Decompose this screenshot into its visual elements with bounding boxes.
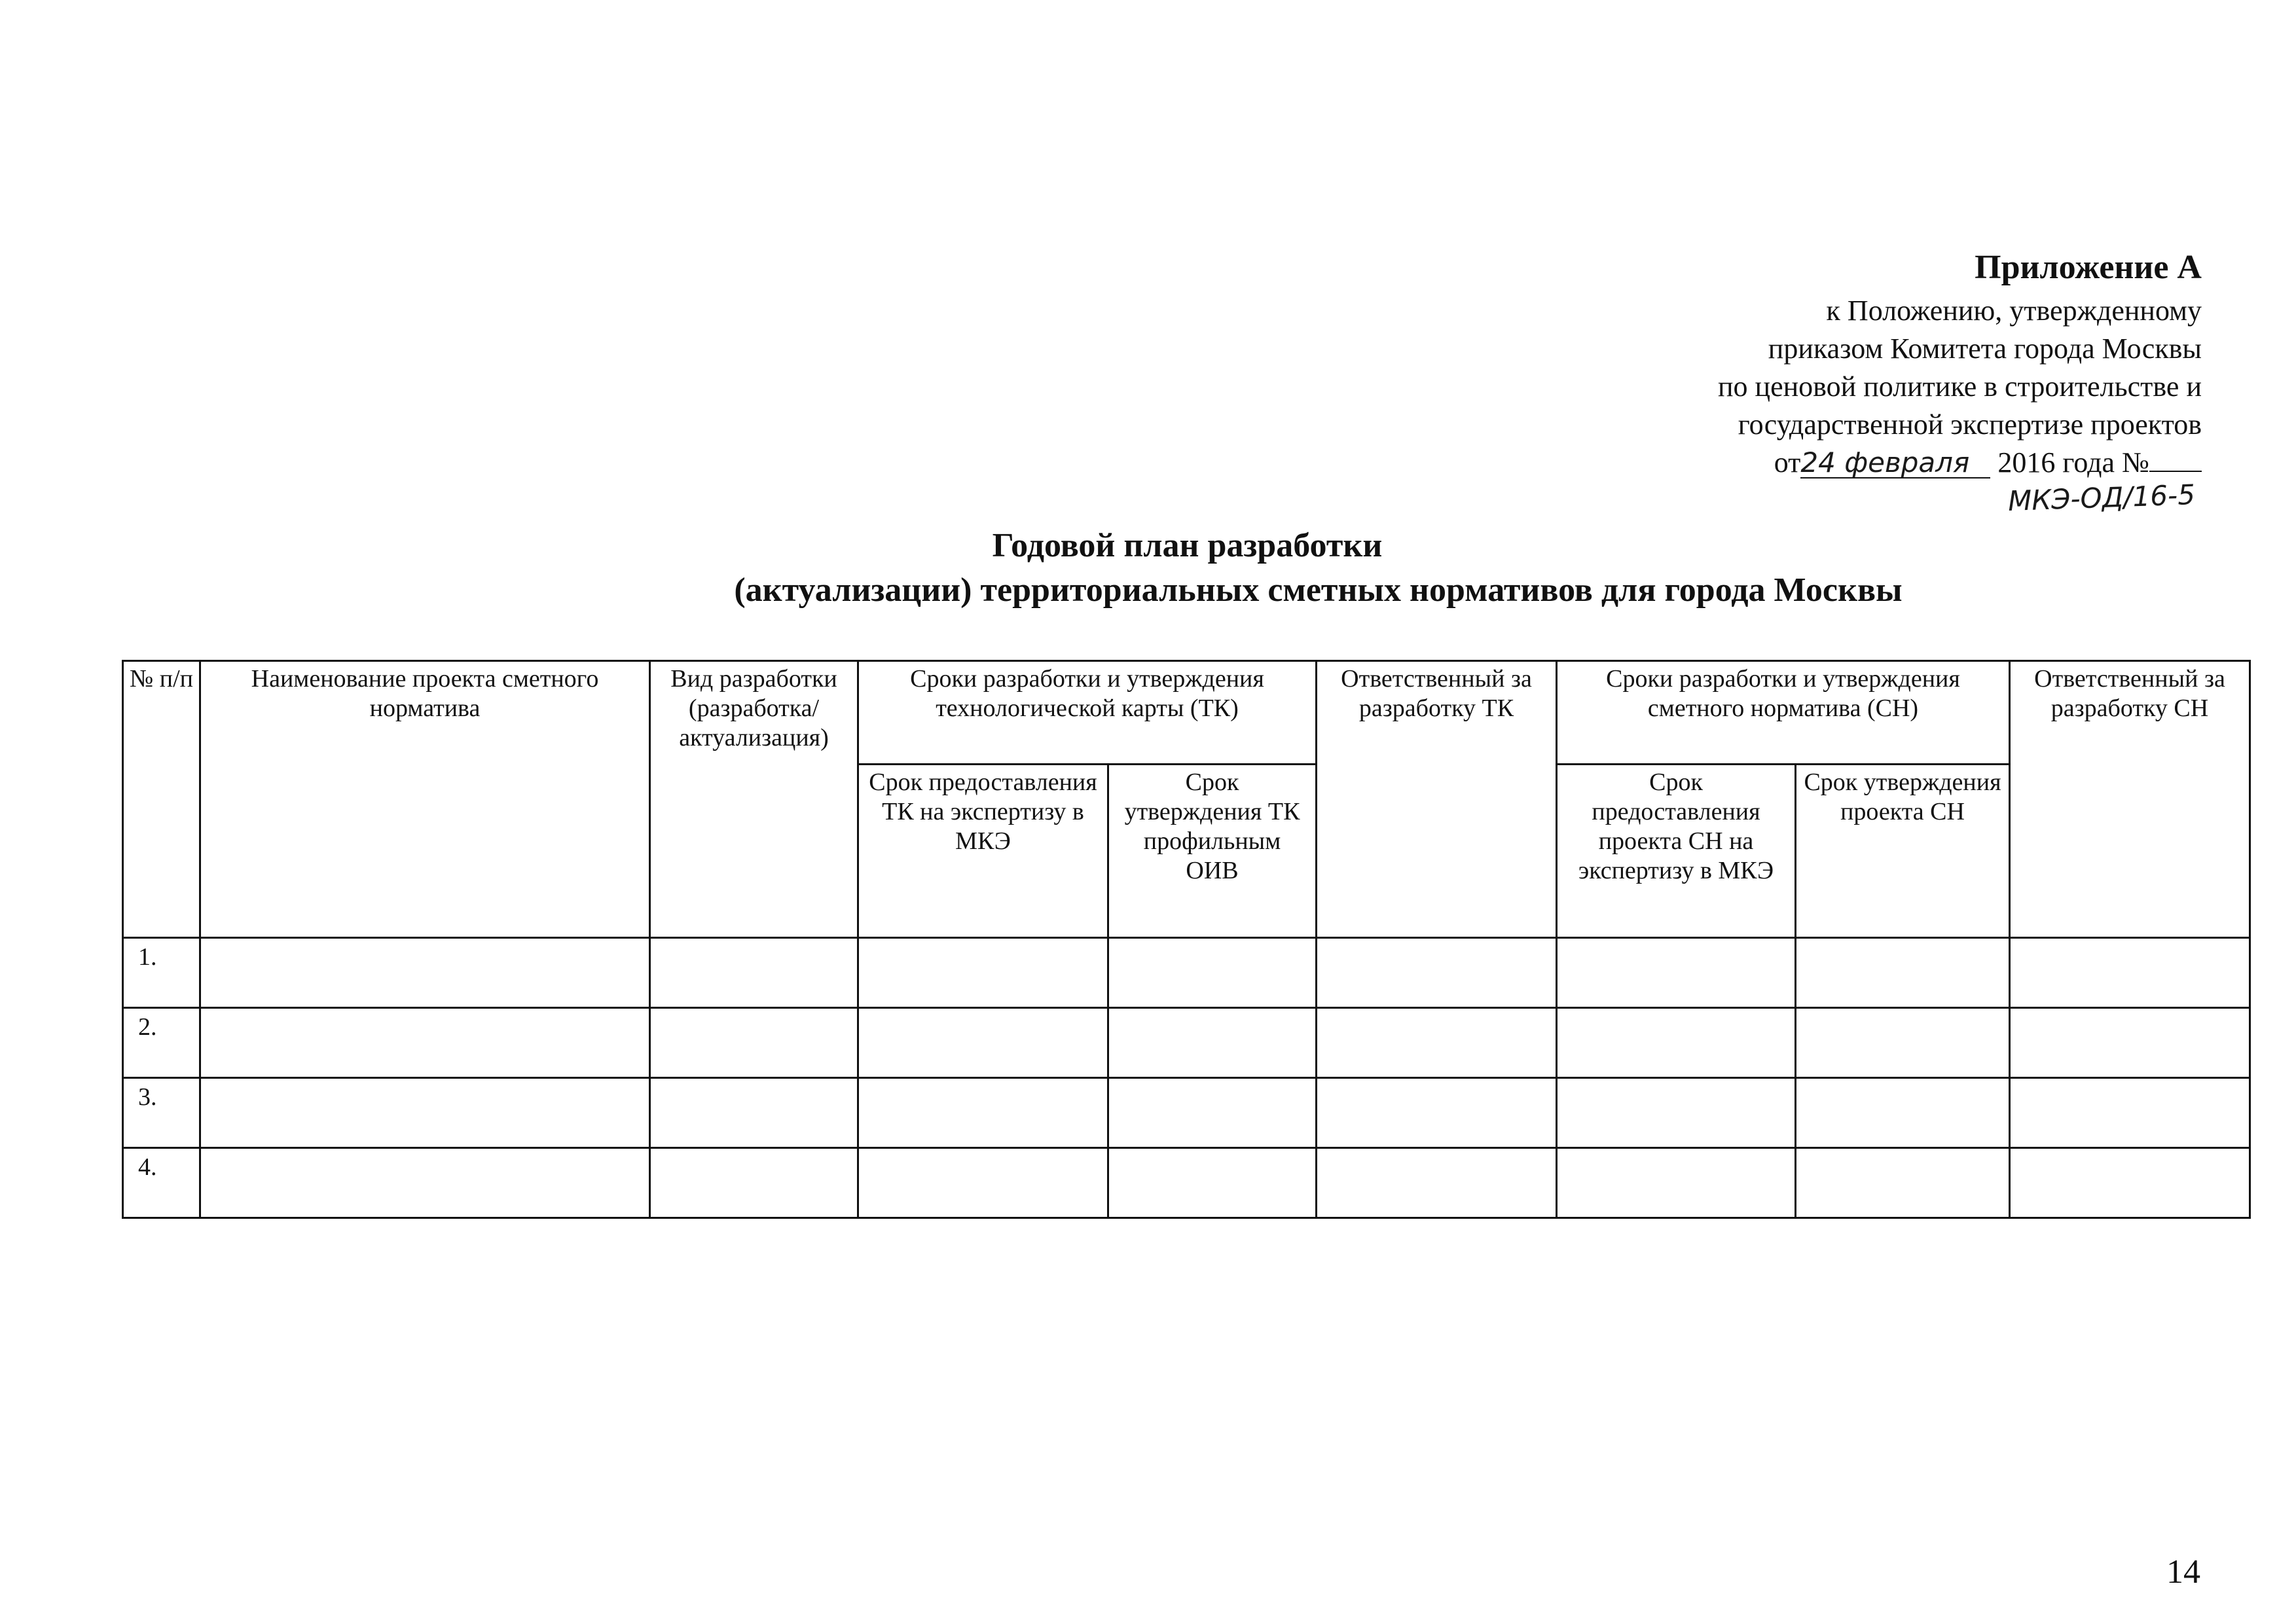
table-cell: [1557, 1148, 1796, 1218]
table-cell: [650, 1008, 858, 1078]
row-number: 4.: [123, 1148, 200, 1218]
date-prefix: от: [1774, 446, 1801, 478]
table-row: [123, 1008, 2250, 1078]
table-cell: [1108, 1078, 1317, 1148]
appendix-title: Приложение А: [1975, 249, 2202, 286]
header-tk-group: Сроки разработки и утверждения технологической карты (ТК): [858, 661, 1317, 765]
table-cell: [1557, 938, 1796, 1008]
header-sn-submit: Срок предоставления проекта СН на экспертизу в МКЭ: [1557, 765, 1796, 938]
table-cell: [858, 1078, 1108, 1148]
table-cell: [1317, 1148, 1557, 1218]
table-cell: [1317, 1078, 1557, 1148]
row-number: 2.: [123, 1008, 200, 1078]
handwritten-date: 24 февраля: [1800, 448, 1990, 478]
table-cell: [858, 1008, 1108, 1078]
table-cell: [1108, 938, 1317, 1008]
table-cell: [200, 1008, 650, 1078]
table-row: [123, 1078, 2250, 1148]
table-cell: [1557, 1078, 1796, 1148]
plan-title-line1: Годовой план разработки: [992, 527, 1383, 564]
table-cell: [1796, 938, 2010, 1008]
header-type: Вид разработки (разработка/ актуализация): [650, 661, 858, 938]
table-cell: [1108, 1008, 1317, 1078]
table-row: [123, 938, 2250, 1008]
order-date-line: [1718, 444, 2202, 517]
table-row: [123, 1148, 2250, 1218]
date-year: 2016 года: [1997, 446, 2115, 478]
page-number: 14: [2166, 1553, 2200, 1591]
number-blank: [2149, 471, 2202, 472]
table-cell: [1796, 1008, 2010, 1078]
table-cell: [2010, 938, 2250, 1008]
appendix-line: государственной экспертизе проектов: [1738, 408, 2202, 441]
header-sn-approve: Срок утверждения проекта СН: [1796, 765, 2010, 938]
appendix-line: по ценовой политике в строительстве и: [1718, 370, 2202, 403]
header-tk-responsible: Ответственный за разработку ТК: [1317, 661, 1557, 938]
row-number: 1.: [123, 938, 200, 1008]
table-cell: [2010, 1008, 2250, 1078]
appendix-block: [1718, 244, 2202, 517]
handwritten-order-number: МКЭ-ОД/16-5: [2007, 478, 2196, 517]
table-cell: [1108, 1148, 1317, 1218]
header-name: Наименование проекта сметного норматива: [200, 661, 650, 938]
appendix-line: к Положению, утвержденному: [1826, 295, 2202, 327]
header-sn-group: Сроки разработки и утверждения сметного норматива (СН): [1557, 661, 2010, 765]
header-sn-responsible: Ответственный за разработку СН: [2010, 661, 2250, 938]
table-cell: [200, 1148, 650, 1218]
table-cell: [650, 1078, 858, 1148]
appendix-line: приказом Комитета города Москвы: [1768, 333, 2202, 365]
table-cell: [650, 1148, 858, 1218]
table-cell: [1796, 1148, 2010, 1218]
table-cell: [1557, 1008, 1796, 1078]
plan-table: [122, 660, 2251, 1219]
table-cell: [858, 938, 1108, 1008]
table-cell: [2010, 1078, 2250, 1148]
number-label: №: [2122, 446, 2149, 478]
table-cell: [650, 938, 858, 1008]
table-cell: [1796, 1078, 2010, 1148]
table-cell: [858, 1148, 1108, 1218]
header-tk-approve: Срок утверждения ТК профильным ОИВ: [1108, 765, 1317, 938]
header-tk-submit: Срок предоставления ТК на экспертизу в МКЭ: [858, 765, 1108, 938]
table-cell: [1317, 1008, 1557, 1078]
table-cell: [1317, 938, 1557, 1008]
plan-title: [0, 524, 2296, 613]
header-num: № п/п: [123, 661, 200, 938]
table-cell: [200, 1078, 650, 1148]
plan-title-line2: (актуализации) территориальных сметных нормативов для города Москвы: [734, 571, 1903, 609]
row-number: 3.: [123, 1078, 200, 1148]
table-cell: [2010, 1148, 2250, 1218]
table-cell: [200, 938, 650, 1008]
